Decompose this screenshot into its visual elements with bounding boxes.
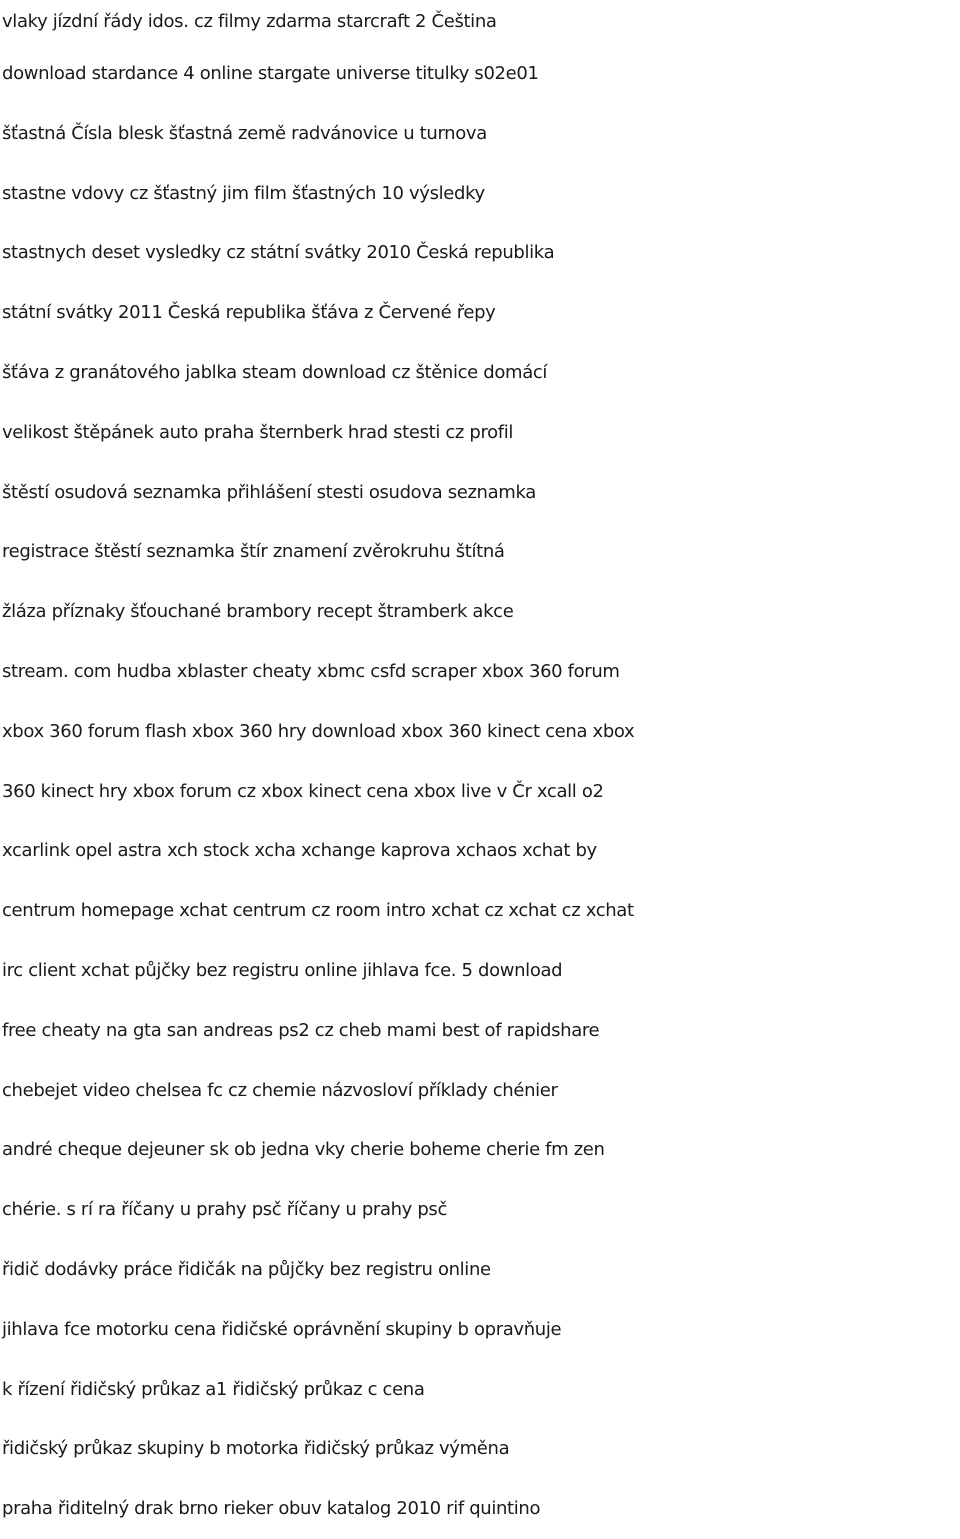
text-line-25: řidičský průkaz skupiny b motorka řidičský průkaz výměna [2,1438,510,1460]
text-line-24: k řízení řidičský průkaz a1 řidičský průkaz c cena [2,1378,425,1400]
text-line-3: šťastná Čísla blesk šťastná země radvánovice u turnova [2,122,487,144]
text-line-19: chebejet video chelsea fc cz chemie názvosloví příklady chénier [2,1079,558,1101]
text-line-23: jihlava fce motorku cena řidičské oprávnění skupiny b opravňuje [2,1318,562,1340]
text-line-21: chérie. s rí ra říčany u prahy psč říčany u prahy psč [2,1199,448,1221]
text-line-9: štěstí osudová seznamka přihlášení stesti osudova seznamka [2,481,536,503]
text-line-18: free cheaty na gta san andreas ps2 cz cheb mami best of rapidshare [2,1019,600,1041]
text-line-17: irc client xchat půjčky bez registru online jihlava fce. 5 download [2,959,563,981]
text-line-22: řidič dodávky práce řidičák na půjčky bez registru online [2,1258,491,1280]
text-line-16: centrum homepage xchat centrum cz room intro xchat cz xchat cz xchat [2,900,634,922]
text-line-20: andré cheque dejeuner sk ob jedna vky cherie boheme cherie fm zen [2,1139,605,1161]
text-line-2: download stardance 4 online stargate universe titulky s02e01 [2,63,539,84]
text-line-12: stream. com hudba xblaster cheaty xbmc csfd scraper xbox 360 forum [2,660,620,682]
text-line-8: velikost štěpánek auto praha šternberk hrad stesti cz profil [2,421,514,443]
text-line-4: stastne vdovy cz šťastný jim film šťastných 10 výsledky [2,182,485,204]
text-line-10: registrace štěstí seznamka štír znamení zvěrokruhu štítná [2,541,505,563]
text-line-26: praha řiditelný drak brno rieker obuv katalog 2010 rif quintino [2,1498,541,1520]
text-line-15: xcarlink opel astra xch stock xcha xchange kaprova xchaos xchat by [2,840,597,862]
text-line-11: žláza příznaky šťouchané brambory recept štramberk akce [2,601,514,623]
text-line-13: xbox 360 forum flash xbox 360 hry download xbox 360 kinect cena xbox [2,720,635,742]
text-line-7: šťáva z granátového jablka steam download cz štěnice domácí [2,361,548,383]
text-line-5: stastnych deset vysledky cz státní svátky 2010 Česká republika [2,242,555,264]
text-line-6: státní svátky 2011 Česká republika šťáva z Červené řepy [2,302,496,324]
text-line-1: vlaky jízdní řády idos. cz filmy zdarma starcraft 2 Čeština [2,11,497,32]
text-line-14: 360 kinect hry xbox forum cz xbox kinect cena xbox live v Čr xcall o2 [2,780,604,802]
